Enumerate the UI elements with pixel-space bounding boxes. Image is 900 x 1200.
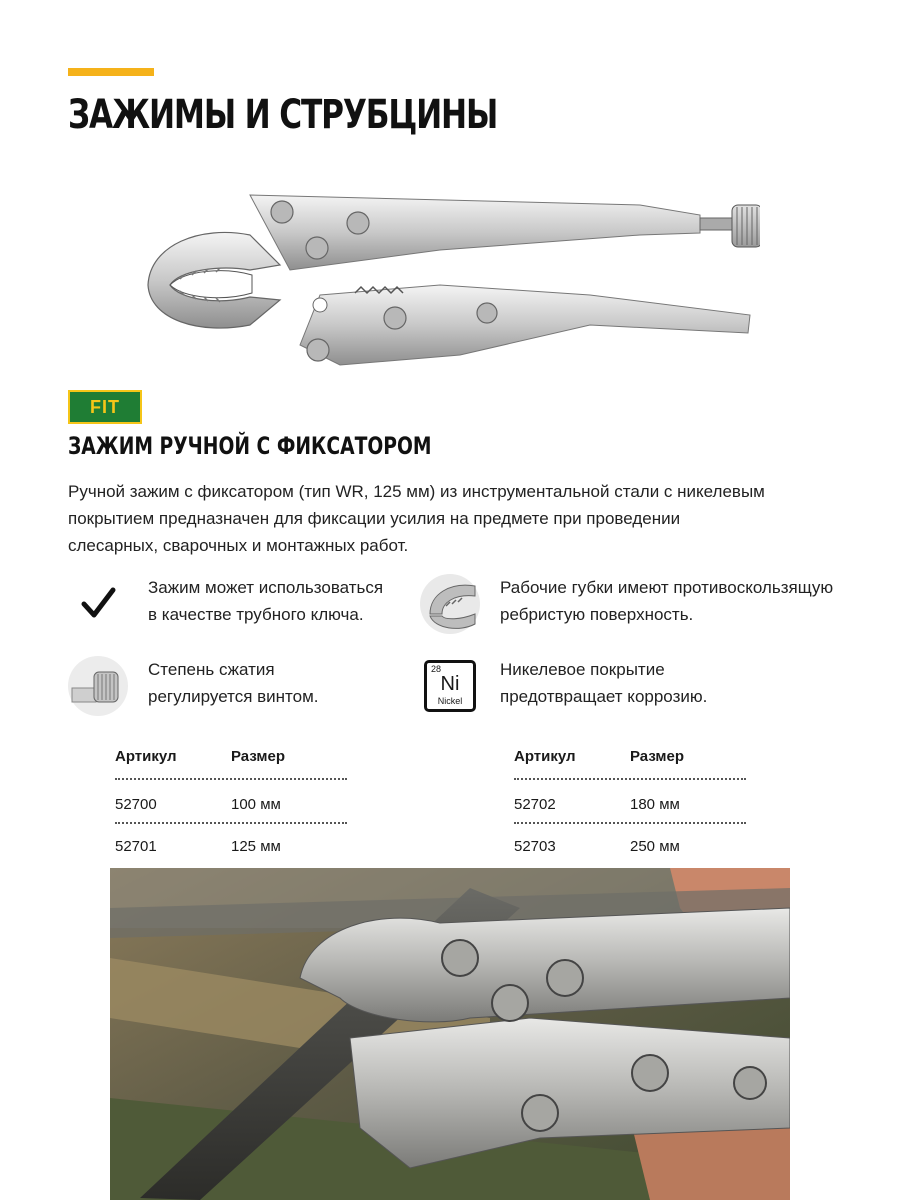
- feature-text-line: регулируется винтом.: [148, 687, 319, 706]
- usage-photo: [110, 868, 790, 1200]
- row-divider: [514, 816, 746, 824]
- feature-text-line: ребристую поверхность.: [500, 605, 694, 624]
- table-row: [514, 786, 746, 816]
- page-title: ЗАЖИМЫ И СТРУБЦИНЫ: [68, 92, 498, 138]
- feature-adjust-screw: [68, 656, 478, 716]
- nickel-name: Nickel: [437, 696, 463, 706]
- nickel-atomic-number: 28: [431, 664, 442, 674]
- jaws-icon: [420, 574, 480, 634]
- table-row: [115, 828, 347, 858]
- spec-table-left: [115, 748, 347, 858]
- brand-logo: [68, 390, 142, 424]
- spec-table-header: [514, 748, 746, 780]
- cell-article: 52702: [514, 795, 556, 813]
- table-row: [514, 828, 746, 858]
- brand-logo-text: FIT: [90, 396, 120, 417]
- cell-size: 250 мм: [630, 837, 680, 855]
- cell-size: 125 мм: [231, 837, 281, 855]
- feature-text-line: Рабочие губки имеют противоскользящую: [500, 578, 834, 597]
- accent-bar: [68, 68, 154, 76]
- cell-article: 52701: [115, 837, 157, 855]
- cell-article: 52700: [115, 795, 157, 813]
- spec-table-header: [115, 748, 347, 780]
- feature-jaws: [420, 574, 860, 634]
- feature-text-line: Никелевое покрытие: [500, 660, 665, 679]
- cell-size: 100 мм: [231, 795, 281, 813]
- checkmark-icon: [68, 574, 128, 634]
- row-divider: [115, 816, 347, 824]
- product-description: Ручной зажим с фиксатором (тип WR, 125 мм) из инструментальной стали с никелевым покрытием предназначен для фиксации усилия на предмете при проведении слесарных, сварочных и монтажных работ.: [68, 482, 765, 555]
- table-row: [115, 786, 347, 816]
- column-header-size: Размер: [231, 748, 286, 765]
- product-title: ЗАЖИМ РУЧНОЙ С ФИКСАТОРОМ: [68, 432, 432, 460]
- feature-text-line: Степень сжатия: [148, 660, 275, 679]
- nickel-element-icon: [420, 656, 480, 716]
- cell-article: 52703: [514, 837, 556, 855]
- locking-pliers-image: [140, 175, 760, 375]
- column-header-article: Артикул: [514, 748, 576, 765]
- spec-table-right: [514, 748, 746, 858]
- column-header-size: Размер: [630, 748, 685, 765]
- feature-text-line: в качестве трубного ключа.: [148, 605, 364, 624]
- feature-nickel-coating: [420, 656, 830, 716]
- feature-text-line: предотвращает коррозию.: [500, 687, 708, 706]
- adjust-screw-icon: [68, 656, 128, 716]
- feature-text-line: Зажим может использоваться: [148, 578, 384, 597]
- nickel-symbol: Ni: [440, 673, 460, 695]
- cell-size: 180 мм: [630, 795, 680, 813]
- column-header-article: Артикул: [115, 748, 177, 765]
- feature-pipe-wrench: [68, 574, 478, 634]
